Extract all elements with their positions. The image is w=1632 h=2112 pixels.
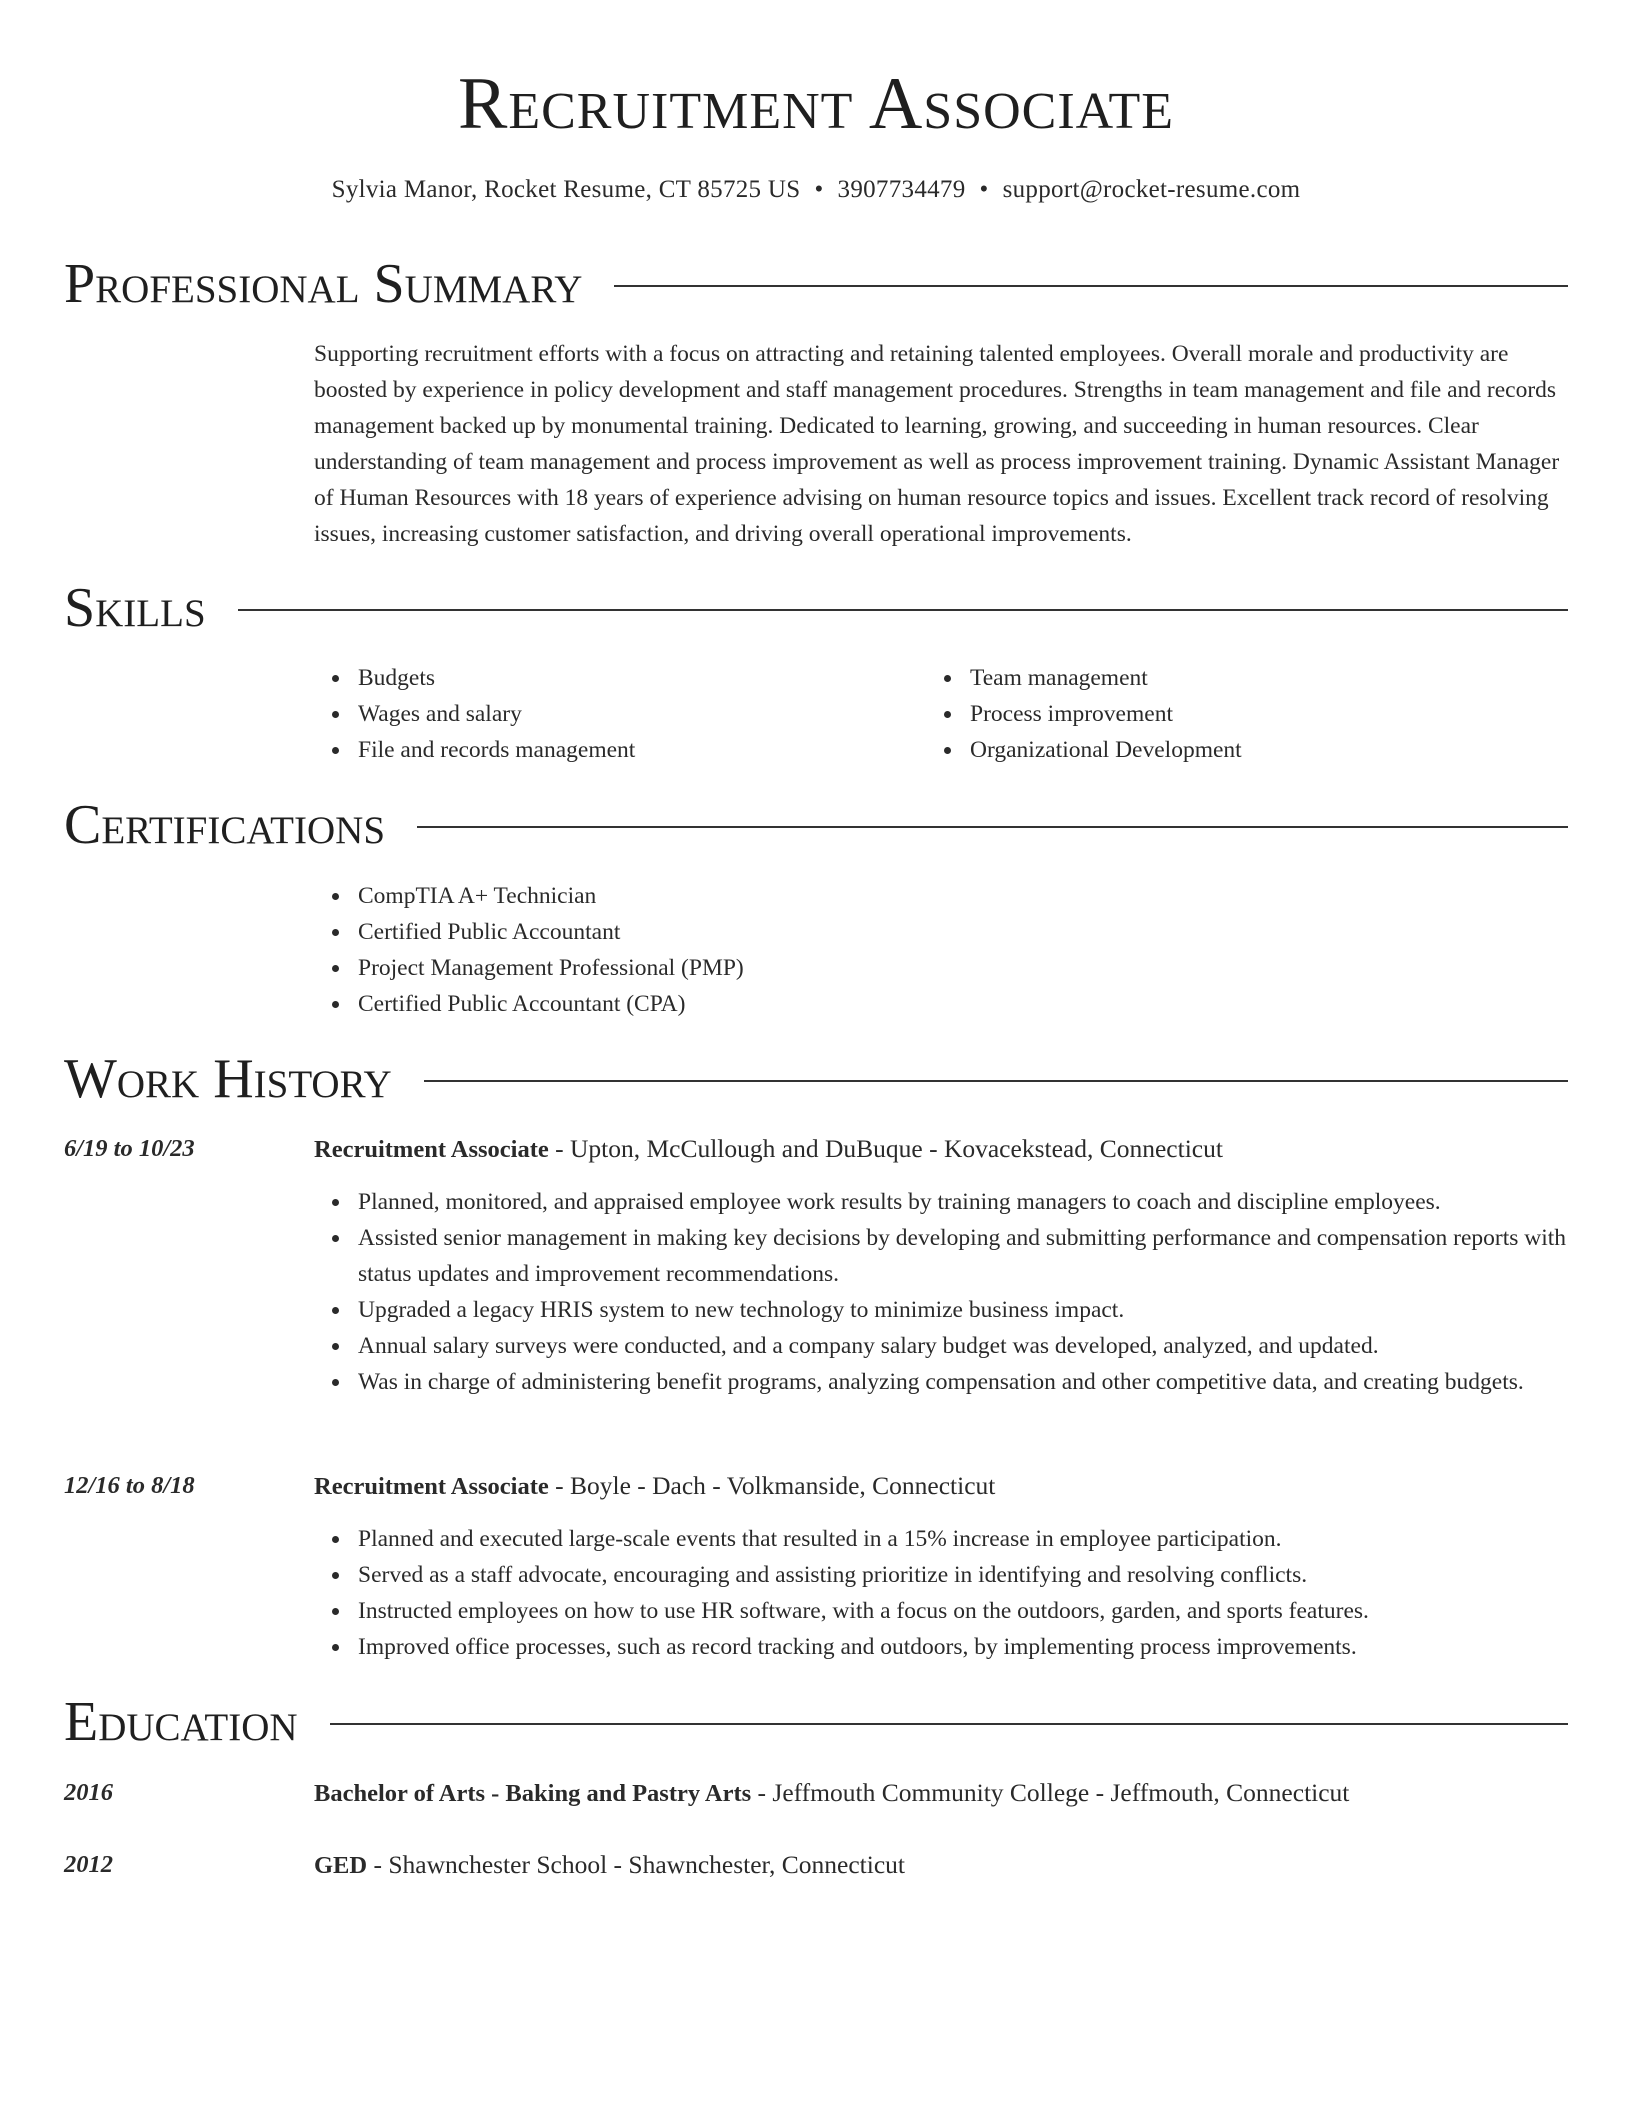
summary-section-title: Professional Summary	[64, 253, 583, 315]
skill-item: Budgets	[314, 660, 874, 696]
education-school: - Shawnchester School - Shawnchester, Connecticut	[367, 1850, 905, 1879]
certifications-list	[314, 878, 1314, 1022]
section-divider	[330, 1723, 1568, 1725]
job-employer: - Boyle - Dach - Volkmanside, Connecticut	[548, 1471, 996, 1500]
education-year: 2016	[64, 1779, 113, 1806]
job-position: Recruitment Associate	[314, 1136, 549, 1163]
section-divider	[238, 609, 1568, 611]
contact-phone: 3907734479	[837, 176, 966, 203]
job-bullet: Was in charge of administering benefit programs, analyzing compensation and other competitive data, and creating budgets.	[314, 1364, 1568, 1400]
job-bullet: Improved office processes, such as record tracking and outdoors, by implementing process improvements.	[314, 1629, 1568, 1665]
education-year: 2012	[64, 1851, 113, 1878]
skill-item: Organizational Development	[926, 732, 1486, 768]
skills-list-left	[314, 660, 874, 768]
section-divider	[417, 826, 1568, 828]
job-bullet: Served as a staff advocate, encouraging and assisting prioritize in identifying and resolving conflicts.	[314, 1557, 1568, 1593]
job-bullet: Assisted senior management in making key decisions by developing and submitting performance and compensation reports with status updates and improvement recommendations.	[314, 1220, 1568, 1292]
contact-separator: •	[979, 176, 989, 203]
certifications-section-header	[64, 793, 1568, 857]
job-bullet: Annual salary surveys were conducted, and a company salary budget was developed, analyzed, and updated.	[314, 1328, 1568, 1364]
certification-item: Certified Public Accountant (CPA)	[314, 986, 1314, 1022]
education-entry	[314, 1775, 1568, 1812]
certification-item: CompTIA A+ Technician	[314, 878, 1314, 914]
certification-item: Certified Public Accountant	[314, 914, 1314, 950]
job-dates: 6/19 to 10/23	[64, 1135, 195, 1162]
skills-list-right	[926, 660, 1486, 768]
work-section-title: Work History	[64, 1048, 392, 1110]
summary-text: Supporting recruitment efforts with a focus on attracting and retaining talented employees. Overall morale and productivity are boosted by experience in policy development and staff management procedures. Strengths in team management and file and records management backed up by monumental training. Dedicated to learning, growing, and succeeding in human resources. Clear understanding of team management and process improvement as well as process improvement training. Dynamic Assistant Manager of Human Resources with 18 years of experience advising on human resource topics and issues. Excellent track record of resolving issues, increasing customer satisfaction, and driving overall operational improvements.	[314, 341, 1560, 547]
summary-section-header	[64, 252, 1568, 316]
contact-email: support@rocket-resume.com	[1002, 176, 1301, 203]
education-degree: Bachelor of Arts - Baking and Pastry Arts	[314, 1780, 752, 1807]
job-bullets	[314, 1521, 1568, 1665]
education-section-header	[64, 1690, 1568, 1754]
certification-item: Project Management Professional (PMP)	[314, 950, 1314, 986]
contact-line	[64, 173, 1568, 207]
skill-item: Process improvement	[926, 696, 1486, 732]
skills-section-title: Skills	[64, 577, 206, 639]
skill-item: Team management	[926, 660, 1486, 696]
contact-address: Sylvia Manor, Rocket Resume, CT 85725 US	[331, 176, 801, 203]
job-employer: - Upton, McCullough and DuBuque - Kovacekstead, Connecticut	[548, 1134, 1223, 1163]
job-bullets	[314, 1184, 1568, 1400]
job-bullet: Instructed employees on how to use HR software, with a focus on the outdoors, garden, and sports features.	[314, 1593, 1568, 1629]
resume-name-title: Recruitment Associate	[457, 63, 1174, 145]
section-divider	[614, 285, 1568, 287]
work-section-header	[64, 1047, 1568, 1111]
education-entry	[314, 1847, 1568, 1884]
job-title-line	[314, 1468, 1568, 1505]
job-position: Recruitment Associate	[314, 1473, 549, 1500]
education-school: - Jeffmouth Community College - Jeffmouth, Connecticut	[751, 1778, 1350, 1807]
skill-item: Wages and salary	[314, 696, 874, 732]
job-title-line	[314, 1131, 1568, 1168]
job-bullet: Upgraded a legacy HRIS system to new technology to minimize business impact.	[314, 1292, 1568, 1328]
section-divider	[424, 1080, 1568, 1082]
job-bullet: Planned, monitored, and appraised employee work results by training managers to coach and discipline employees.	[314, 1184, 1568, 1220]
education-section-title: Education	[64, 1691, 298, 1753]
job-bullet: Planned and executed large-scale events that resulted in a 15% increase in employee participation.	[314, 1521, 1568, 1557]
education-degree: GED	[314, 1852, 368, 1879]
skills-section-header	[64, 576, 1568, 640]
contact-separator: •	[814, 176, 824, 203]
certifications-section-title: Certifications	[64, 794, 386, 856]
skill-item: File and records management	[314, 732, 874, 768]
job-dates: 12/16 to 8/18	[64, 1472, 195, 1499]
